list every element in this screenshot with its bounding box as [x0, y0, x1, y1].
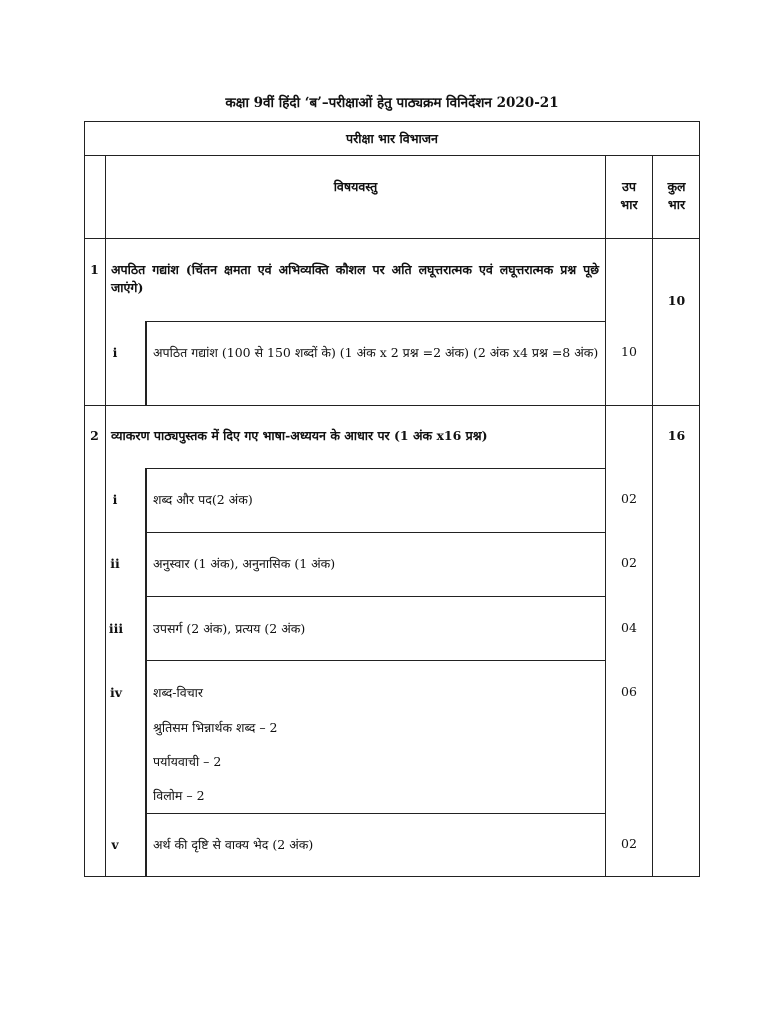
- col-header-total-weight: कुल भार: [667, 179, 686, 212]
- section-2-item-iii-text: उपसर्ग (2 अंक), प्रत्यय (2 अंक): [153, 621, 306, 636]
- section-1-item-i-roman: i: [112, 345, 118, 360]
- section-1-number: 1: [90, 262, 99, 277]
- rule-col-header-bottom: [84, 238, 700, 239]
- section-2-item-ii-text: अनुस्वार (1 अंक), अनुनासिक (1 अंक): [153, 556, 336, 571]
- section-2-number: 2: [90, 428, 99, 443]
- section-1-total: 10: [667, 293, 686, 308]
- document-title: कक्षा 9वीं हिंदी ‘ब’–परीक्षाओं हेतु पाठ्यक्रम विनिर्देशन 2020-21: [225, 95, 559, 111]
- rule-item-ii-bottom: [146, 596, 606, 597]
- rule-sec1-bottom: [84, 405, 700, 406]
- section-2-item-iii-roman: iii: [108, 621, 124, 636]
- section-2-item-i-roman: i: [112, 492, 118, 507]
- section-2-item-iv-line-3: विलोम – 2: [153, 788, 205, 803]
- section-2-item-i-marks: 02: [621, 491, 637, 506]
- rule-col-total-weight: [652, 155, 653, 877]
- rule-header-bottom: [84, 155, 700, 156]
- rule-item-iii-bottom: [146, 660, 606, 661]
- section-1-item-i-text: अपठित गद्यांश (100 से 150 शब्दों के) (1 अंक x 2 प्रश्न =2 अंक) (2 अंक x4 प्रश्न =8 अंक): [153, 345, 599, 360]
- section-2-item-ii-roman: ii: [110, 556, 120, 571]
- section-2-item-iv-marks: 06: [621, 684, 637, 699]
- col-header-sub-weight: उप भार: [620, 179, 638, 212]
- rule-item-iv-bottom: [146, 813, 606, 814]
- section-2-item-iv-roman: iv: [109, 685, 122, 700]
- section-2-heading: व्याकरण पाठ्यपुस्तक में दिए गए भाषा-अध्ययन के आधार पर (1 अंक x16 प्रश्न): [111, 428, 488, 443]
- rule-sec2-heading-bottom: [146, 468, 606, 469]
- section-2-item-ii-marks: 02: [621, 555, 637, 570]
- rule-col-roman-sec1: [145, 321, 147, 405]
- section-2-item-iv-heading: शब्द-विचार: [153, 685, 203, 700]
- rule-item-i-bottom: [146, 532, 606, 533]
- section-2-item-iv-line-1: श्रुतिसम भिन्नार्थक शब्द – 2: [153, 720, 278, 735]
- section-2-item-iii-marks: 04: [621, 620, 637, 635]
- section-2-total: 16: [667, 428, 686, 443]
- section-header: परीक्षा भार विभाजन: [346, 131, 438, 146]
- section-2-item-iv-line-2: पर्यायवाची – 2: [153, 754, 222, 769]
- section-2-item-v-roman: v: [111, 837, 119, 852]
- rule-col-roman-sec2: [145, 468, 147, 877]
- col-header-content: विषयवस्तु: [333, 179, 378, 194]
- section-2-item-v-text: अर्थ की दृष्टि से वाक्य भेद (2 अंक): [153, 837, 314, 852]
- section-2-item-v-marks: 02: [621, 836, 637, 851]
- section-1-heading: अपठित गद्यांश (चिंतन क्षमता एवं अभिव्यक्ति कौशल पर अति लघूत्तरात्मक एवं लघूत्तरात्मक प्रश्न पूछे जाएंगे): [111, 262, 599, 295]
- rule-sec1-heading-bottom: [146, 321, 606, 322]
- section-1-item-i-marks: 10: [621, 344, 637, 359]
- section-2-item-i-text: शब्द और पद(2 अंक): [153, 492, 253, 507]
- rule-col-number: [105, 155, 106, 877]
- rule-col-sub-weight: [605, 155, 606, 877]
